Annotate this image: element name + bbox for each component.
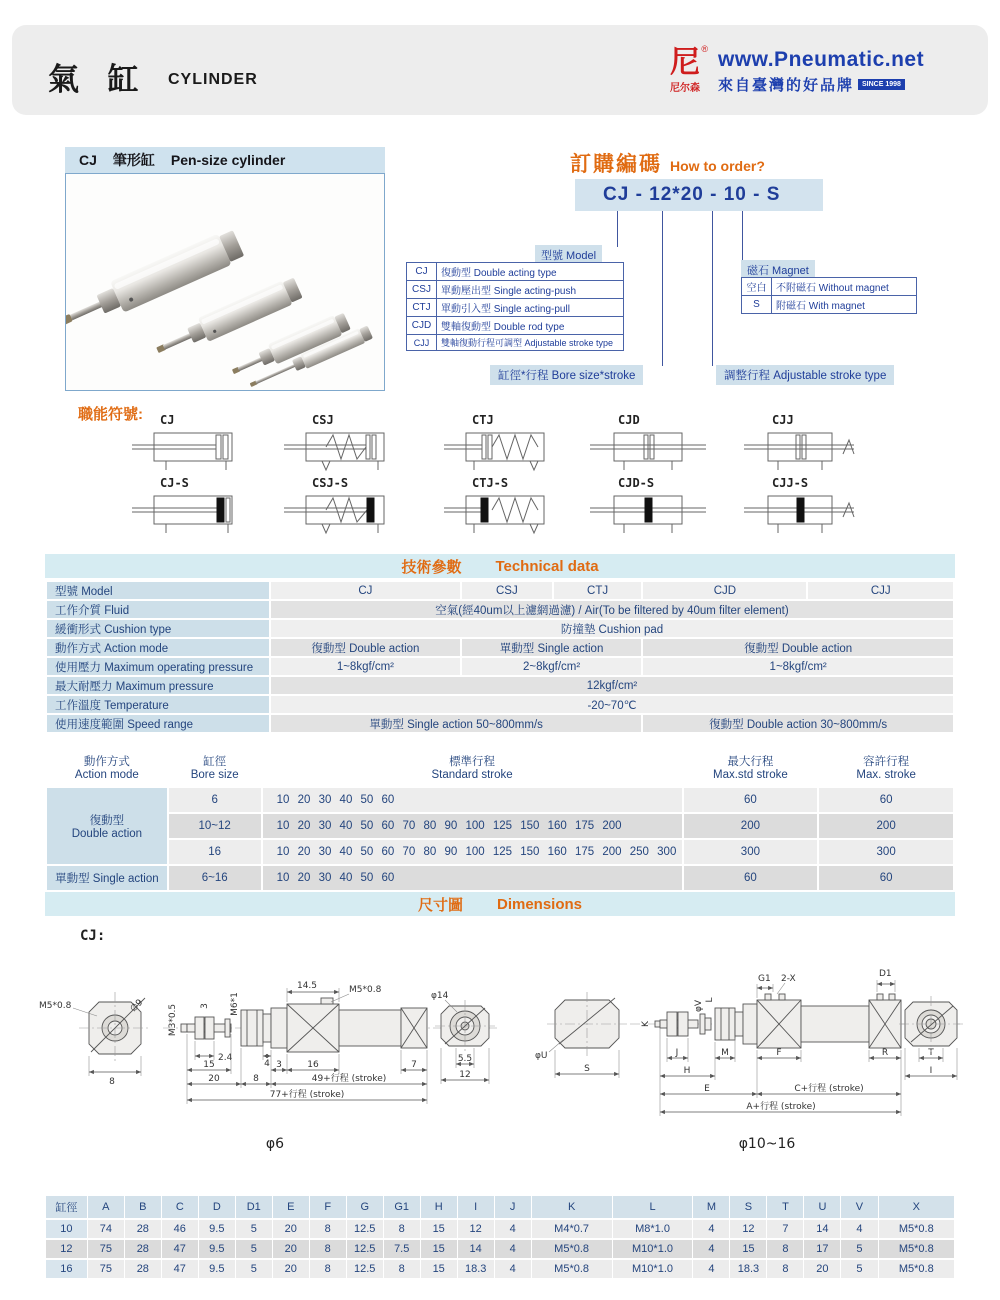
column-header: D1: [236, 1196, 272, 1218]
since-badge: SINCE 1998: [858, 79, 905, 90]
column-header: A: [88, 1196, 124, 1218]
phi10-caption: φ10~16: [738, 1136, 796, 1152]
cj-s-schematic: [130, 490, 250, 536]
svg-text:15: 15: [203, 1060, 215, 1070]
column-header: G1: [384, 1196, 420, 1218]
symbol-cj-s: CJ-S: [130, 476, 262, 536]
column-header: K: [532, 1196, 612, 1218]
cylinder-photo-illustration: [66, 174, 384, 390]
column-header: C: [162, 1196, 198, 1218]
column-header: I: [458, 1196, 494, 1218]
column-header: L: [613, 1196, 693, 1218]
product-name-cn: 筆形缸: [112, 152, 155, 168]
magnet-table: [741, 277, 917, 314]
table-row: 16 10 20 30 40 50 60 70 80 90 100 125 150 160 175 200 250 300 300 300: [47, 840, 953, 864]
symbol-cj: CJ: [130, 413, 262, 473]
dimension-table: [45, 1194, 955, 1280]
symbol-csj: CSJ: [282, 413, 414, 473]
dimensions-bar: [45, 892, 955, 916]
column-header: F: [310, 1196, 346, 1218]
order-code: CJ - 12*20 - 10 - S: [575, 179, 823, 211]
model-table: [406, 262, 624, 351]
table-row: 使用壓力 Maximum operating pressure 1~8kgf/cm² 2~8kgf/cm² 1~8kgf/cm²: [47, 658, 953, 675]
connector-line: [712, 211, 713, 366]
order-section-title: 訂購編碼 How to order?: [570, 153, 765, 176]
svg-text:49+行程 (stroke): 49+行程 (stroke): [311, 1074, 387, 1084]
table-row: CSJ 單動壓出型 Single acting-push: [407, 281, 624, 299]
cjj-s-schematic: [742, 490, 862, 536]
svg-text:12: 12: [459, 1070, 471, 1080]
svg-text:4: 4: [264, 1059, 270, 1069]
table-row: 空白 不附磁石 Without magnet: [742, 278, 917, 296]
svg-text:C+行程 (stroke): C+行程 (stroke): [794, 1084, 864, 1094]
model-tag: 型號 Model: [535, 245, 602, 265]
table-row: 12 75 28 47 9.5 5 20 8 12.5 7.5 15 14 4 M5*0.8 M10*1.0 4 15 8 17 5 M5*0.8: [46, 1240, 954, 1258]
column-header: H: [421, 1196, 457, 1218]
technical-data-table: [45, 580, 955, 734]
table-row: 10 74 28 46 9.5 5 20 8 12.5 8 15 12 4 M4*0.7 M8*1.0 4 12 7 14 4 M5*0.8: [46, 1220, 954, 1238]
symbols-title: 職能符號:: [78, 406, 143, 423]
svg-text:14.5: 14.5: [296, 981, 318, 991]
table-row: 10~12 10 20 30 40 50 60 70 80 90 100 125 150 160 175 200 200 200: [47, 814, 953, 838]
table-row: S 附磁石 With magnet: [742, 296, 917, 314]
table-row: 復動型 Double action 6 10 20 30 40 50 60 60 60: [47, 788, 953, 812]
cj-schematic: [130, 427, 250, 473]
symbol-ctj: CTJ: [442, 413, 574, 473]
column-header: J: [495, 1196, 531, 1218]
svg-text:J: J: [675, 1048, 679, 1058]
table-row: 型號 Model CJ CSJ CTJ CJD CJJ: [47, 582, 953, 599]
adjustable-stroke-label: 調整行程 Adjustable stroke type: [716, 365, 894, 385]
page-title-en: CYLINDER: [168, 71, 258, 88]
svg-text:T: T: [928, 1048, 934, 1058]
ctj-s-schematic: [442, 490, 562, 536]
column-header: D: [199, 1196, 235, 1218]
svg-text:M5*0.8: M5*0.8: [349, 985, 382, 995]
svg-text:E: E: [704, 1084, 710, 1094]
ctj-schematic: [442, 427, 562, 473]
table-row: CJD 雙軸復動型 Double rod type: [407, 317, 624, 335]
brand-logo: [660, 44, 925, 95]
symbol-csj-s: CSJ-S: [282, 476, 414, 536]
svg-text:φV: φV: [694, 999, 704, 1013]
magnet-tag: 磁石 Magnet: [741, 260, 815, 280]
dim-title-cn: 尺寸圖: [417, 896, 463, 914]
svg-text:φ14: φ14: [431, 991, 449, 1001]
column-header: V: [841, 1196, 877, 1218]
symbol-cjj-s: CJJ-S: [742, 476, 874, 536]
symbol-cjd: CJD: [588, 413, 720, 473]
svg-text:M6*1: M6*1: [230, 992, 240, 1016]
svg-text:M: M: [721, 1048, 729, 1058]
svg-text:K: K: [641, 1021, 651, 1027]
svg-text:I: I: [929, 1066, 933, 1076]
technical-data-bar: [45, 554, 955, 578]
table-header-row: [46, 1196, 954, 1218]
cjd-schematic: [588, 427, 708, 473]
column-header: S: [730, 1196, 766, 1218]
svg-text:2-X: 2-X: [781, 974, 796, 984]
cjd-s-schematic: [588, 490, 708, 536]
table-row: 最大耐壓力 Maximum pressure 12kgf/cm²: [47, 677, 953, 694]
dim-title-en: Dimensions: [496, 895, 583, 913]
svg-text:D1: D1: [879, 969, 892, 979]
phi6-drawing: [35, 962, 510, 1167]
column-header: T: [767, 1196, 803, 1218]
table-row: 使用速度範圍 Speed range 單動型 Single action 50~800mm/s 復動型 Double action 30~800mm/s: [47, 715, 953, 732]
table-row: 16 75 28 47 9.5 5 20 8 12.5 8 15 18.3 4 M5*0.8 M10*1.0 4 18.3 8 20 5 M5*0.8: [46, 1260, 954, 1278]
page-title-cn: 氣 缸: [48, 62, 149, 97]
product-photo: [65, 173, 385, 391]
table-row: CTJ 單動引入型 Single acting-pull: [407, 299, 624, 317]
svg-text:77+行程 (stroke): 77+行程 (stroke): [269, 1090, 345, 1100]
cjj-schematic: [742, 427, 862, 473]
logo-url: www.Pneumatic.net: [718, 48, 925, 71]
cj-drawing-label: CJ:: [80, 928, 106, 944]
svg-text:3: 3: [276, 1060, 282, 1070]
bore-stroke-label: 缸徑*行程 Bore size*stroke: [490, 365, 643, 385]
table-row: 緩衝形式 Cushion type 防撞墊 Cushion pad: [47, 620, 953, 637]
phi10-16-drawing: [515, 962, 965, 1167]
phi6-caption: φ6: [265, 1136, 285, 1152]
table-row: 工作介質 Fluid 空氣(經40um以上濾網過濾) / Air(To be filtered by 40um filter element): [47, 601, 953, 618]
symbol-cjj: CJJ: [742, 413, 874, 473]
logo-text: [718, 48, 924, 95]
table-header-row: 動作方式 Action mode 缸徑 Bore size 標準行程 Standard stroke 最大行程 Max.std stroke 容許行程 Max. stroke: [47, 748, 953, 786]
column-header: G: [347, 1196, 383, 1218]
product-header: [65, 147, 385, 173]
column-header: M: [693, 1196, 729, 1218]
svg-text:S: S: [584, 1064, 590, 1074]
svg-text:L: L: [705, 997, 715, 1003]
table-row: 工作溫度 Temperature -20~70℃: [47, 696, 953, 713]
csj-s-schematic: [282, 490, 402, 536]
svg-text:H: H: [683, 1066, 691, 1076]
table-row: 單動型 Single action 6~16 10 20 30 40 50 60 60 60: [47, 866, 953, 890]
column-header: E: [273, 1196, 309, 1218]
column-header: B: [125, 1196, 161, 1218]
csj-schematic: [282, 427, 402, 473]
column-header: 缸徑: [46, 1196, 87, 1218]
svg-text:2.4: 2.4: [218, 1053, 233, 1063]
svg-text:φU: φU: [535, 1051, 548, 1061]
svg-text:∅9: ∅9: [128, 997, 146, 1015]
svg-text:M3*0.5: M3*0.5: [168, 1003, 178, 1037]
symbol-ctj-s: CTJ-S: [442, 476, 574, 536]
connector-line: [662, 211, 663, 366]
svg-text:16: 16: [307, 1060, 319, 1070]
logo-tagline: 來自臺灣的好品牌 SINCE 1998: [718, 74, 924, 95]
table-row: CJ 復動型 Double acting type: [407, 263, 624, 281]
tech-title-cn: 技術參數: [401, 558, 462, 576]
connector-line: [742, 211, 743, 261]
logo-mark-icon: 尼 ® 尼尔森: [660, 48, 710, 94]
stroke-table: [45, 746, 955, 892]
column-header: X: [879, 1196, 954, 1218]
svg-text:20: 20: [208, 1074, 220, 1084]
logo-brand-cn: 尼尔森: [670, 83, 700, 94]
svg-text:M5*0.8: M5*0.8: [39, 1001, 72, 1011]
svg-text:5.5: 5.5: [457, 1054, 473, 1064]
connector-line: [617, 211, 618, 247]
tech-title-en: Technical data: [495, 557, 599, 575]
table-row: 動作方式 Action mode 復動型 Double action 單動型 Single action 復動型 Double action: [47, 639, 953, 656]
column-header: U: [804, 1196, 840, 1218]
svg-text:G1: G1: [758, 974, 771, 984]
svg-text:F: F: [776, 1048, 782, 1058]
svg-text:7: 7: [411, 1060, 417, 1070]
product-name-en: Pen-size cylinder: [170, 152, 286, 168]
product-code: CJ: [79, 152, 97, 168]
svg-text:3: 3: [200, 1003, 210, 1009]
svg-text:R: R: [881, 1048, 889, 1058]
symbol-cjd-s: CJD-S: [588, 476, 720, 536]
svg-text:A+行程 (stroke): A+行程 (stroke): [746, 1102, 816, 1112]
table-row: CJJ 雙軸復動行程可調型 Adjustable stroke type: [407, 335, 624, 351]
svg-text:8: 8: [109, 1077, 115, 1087]
svg-text:8: 8: [253, 1074, 259, 1084]
